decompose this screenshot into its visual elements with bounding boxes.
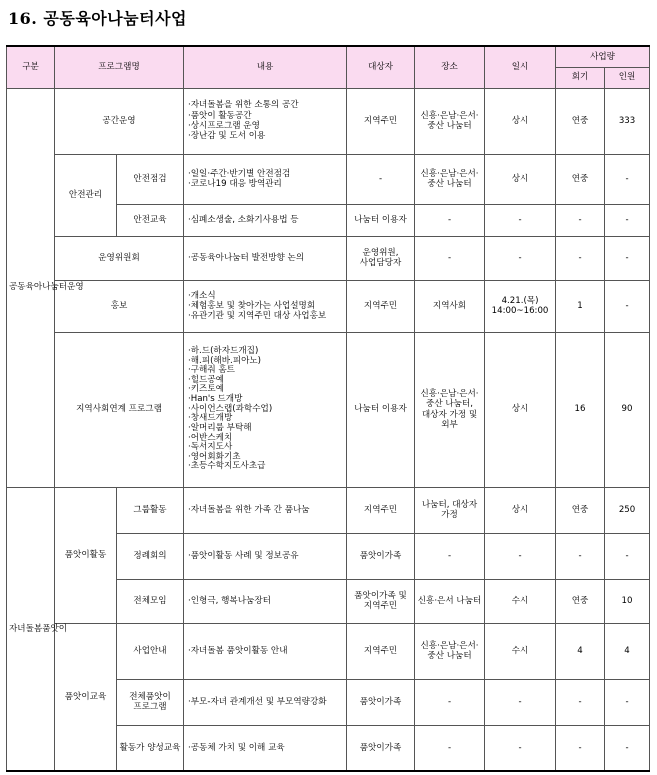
program-sessions: -: [556, 204, 605, 236]
program-name: 운영위원회: [55, 236, 184, 280]
program-sessions: 16: [556, 332, 605, 487]
program-group: 품앗이활동: [55, 487, 117, 623]
program-people: 4: [605, 623, 650, 679]
program-target: 지역주민: [347, 623, 415, 679]
program-name: 홍보: [55, 280, 184, 332]
section-label: 자녀돌봄품앗이: [7, 487, 55, 771]
header-volume: 사업량: [556, 46, 650, 67]
program-place: -: [415, 533, 485, 579]
program-place: 신흥·은남·은서·중산 나눔터: [415, 88, 485, 154]
program-name: 지역사회연계 프로그램: [55, 332, 184, 487]
program-place: 신흥·은서 나눔터: [415, 579, 485, 623]
program-people: -: [605, 236, 650, 280]
program-datetime: 상시: [485, 487, 556, 533]
program-place: 나눔터, 대상자 가정: [415, 487, 485, 533]
program-people: -: [605, 154, 650, 204]
program-people: 250: [605, 487, 650, 533]
program-name: 전체품앗이 프로그램: [117, 679, 184, 725]
header-category: 구분: [7, 46, 55, 88]
program-sessions: -: [556, 679, 605, 725]
program-datetime: -: [485, 204, 556, 236]
program-content: ·공동육아나눔터 발전방향 논의: [184, 236, 347, 280]
program-sessions: -: [556, 725, 605, 771]
program-datetime: 수시: [485, 579, 556, 623]
program-name: 사업안내: [117, 623, 184, 679]
program-target: 품앗이가족 및 지역주민: [347, 579, 415, 623]
program-target: 나눔터 이용자: [347, 204, 415, 236]
program-content: ·품앗이활동 사례 및 정보공유: [184, 533, 347, 579]
program-datetime: 상시: [485, 332, 556, 487]
table-row: [7, 154, 650, 204]
table-row: [7, 332, 650, 487]
program-place: -: [415, 236, 485, 280]
header-target: 대상자: [347, 46, 415, 88]
program-content: ·심폐소생술, 소화기사용법 등: [184, 204, 347, 236]
program-sessions: 1: [556, 280, 605, 332]
header-program-name: 프로그램명: [55, 46, 184, 88]
program-content: ·인형극, 행복나눔장터: [184, 579, 347, 623]
program-people: -: [605, 204, 650, 236]
program-target: 품앗이가족: [347, 679, 415, 725]
program-target: 지역주민: [347, 280, 415, 332]
program-datetime: 상시: [485, 154, 556, 204]
program-place: 신흥·은남·은서·중산 나눔터, 대상자 가정 및 외부: [415, 332, 485, 487]
table-row: [7, 280, 650, 332]
program-content: ·부모-자녀 관계개선 및 부모역량강화: [184, 679, 347, 725]
table-row: [7, 487, 650, 533]
program-content: ·하.드(하자드개집) ·해.피(해바.피아노) ·구해줘 홈트 ·힐드공예 ·키즈토예 ·Han's 드개방 ·사이언스랩(과학수업) ·창새드개방 ·알머리룹 부탁해 ·어반스케치 ·독서지도사 ·영어회화기초 ·초등수학지도사초급: [184, 332, 347, 487]
program-content: ·자녀돌봄을 위한 소통의 공간 ·품앗이 활동공간 ·상시프로그램 운영 ·장난감 및 도서 이용: [184, 88, 347, 154]
program-target: -: [347, 154, 415, 204]
program-name: 활동가 양성교육: [117, 725, 184, 771]
header-place: 장소: [415, 46, 485, 88]
program-content: ·자녀돌봄 품앗이활동 안내: [184, 623, 347, 679]
header-datetime: 일시: [485, 46, 556, 88]
program-sessions: 연중: [556, 154, 605, 204]
program-sessions: -: [556, 236, 605, 280]
program-place: 신흥·은남·은서·중산 나눔터: [415, 154, 485, 204]
program-datetime: -: [485, 236, 556, 280]
program-sessions: -: [556, 533, 605, 579]
program-datetime: 4.21.(목) 14:00~16:00: [485, 280, 556, 332]
table-row: [7, 88, 650, 154]
program-place: -: [415, 725, 485, 771]
program-datetime: -: [485, 679, 556, 725]
program-sessions: 연중: [556, 88, 605, 154]
program-content: ·개소식 ·체험홍보 및 찾아가는 사업설명회 ·유관기관 및 지역주민 대상 사업홍보: [184, 280, 347, 332]
program-table: [6, 45, 650, 772]
program-sessions: 연중: [556, 487, 605, 533]
program-target: 나눔터 이용자: [347, 332, 415, 487]
program-name: 안전점검: [117, 154, 184, 204]
program-place: 신흥·은남·은서·중산 나눔터: [415, 623, 485, 679]
section-label: 공동육아나눔터운영: [7, 88, 55, 487]
program-people: -: [605, 280, 650, 332]
program-content: ·일일·주간·반기별 안전점검 ·코로나19 대응 방역관리: [184, 154, 347, 204]
page-title: 16. 공동육아나눔터사업: [8, 9, 188, 28]
program-people: 333: [605, 88, 650, 154]
program-group: 안전관리: [55, 154, 117, 236]
program-target: 지역주민: [347, 88, 415, 154]
program-people: -: [605, 533, 650, 579]
program-content: ·자녀돌봄을 위한 가족 간 품나눔: [184, 487, 347, 533]
program-target: 품앗이가족: [347, 533, 415, 579]
program-name: 그룹활동: [117, 487, 184, 533]
program-datetime: 수시: [485, 623, 556, 679]
program-people: -: [605, 725, 650, 771]
program-group: 품앗이교육: [55, 623, 117, 771]
program-name: 전체모임: [117, 579, 184, 623]
program-place: -: [415, 204, 485, 236]
program-people: -: [605, 679, 650, 725]
program-datetime: 상시: [485, 88, 556, 154]
program-target: 품앗이가족: [347, 725, 415, 771]
program-place: 지역사회: [415, 280, 485, 332]
program-people: 10: [605, 579, 650, 623]
program-name: 안전교육: [117, 204, 184, 236]
table-row: [7, 623, 650, 679]
program-target: 지역주민: [347, 487, 415, 533]
program-people: 90: [605, 332, 650, 487]
program-datetime: -: [485, 533, 556, 579]
header-content: 내용: [184, 46, 347, 88]
header-sessions: 회기: [556, 67, 605, 88]
program-datetime: -: [485, 725, 556, 771]
program-place: -: [415, 679, 485, 725]
program-sessions: 4: [556, 623, 605, 679]
program-name: 정례회의: [117, 533, 184, 579]
program-name: 공간운영: [55, 88, 184, 154]
header-people: 인원: [605, 67, 650, 88]
table-row: [7, 236, 650, 280]
program-sessions: 연중: [556, 579, 605, 623]
program-content: ·공동체 가치 및 이해 교육: [184, 725, 347, 771]
program-target: 운영위원, 사업담당자: [347, 236, 415, 280]
